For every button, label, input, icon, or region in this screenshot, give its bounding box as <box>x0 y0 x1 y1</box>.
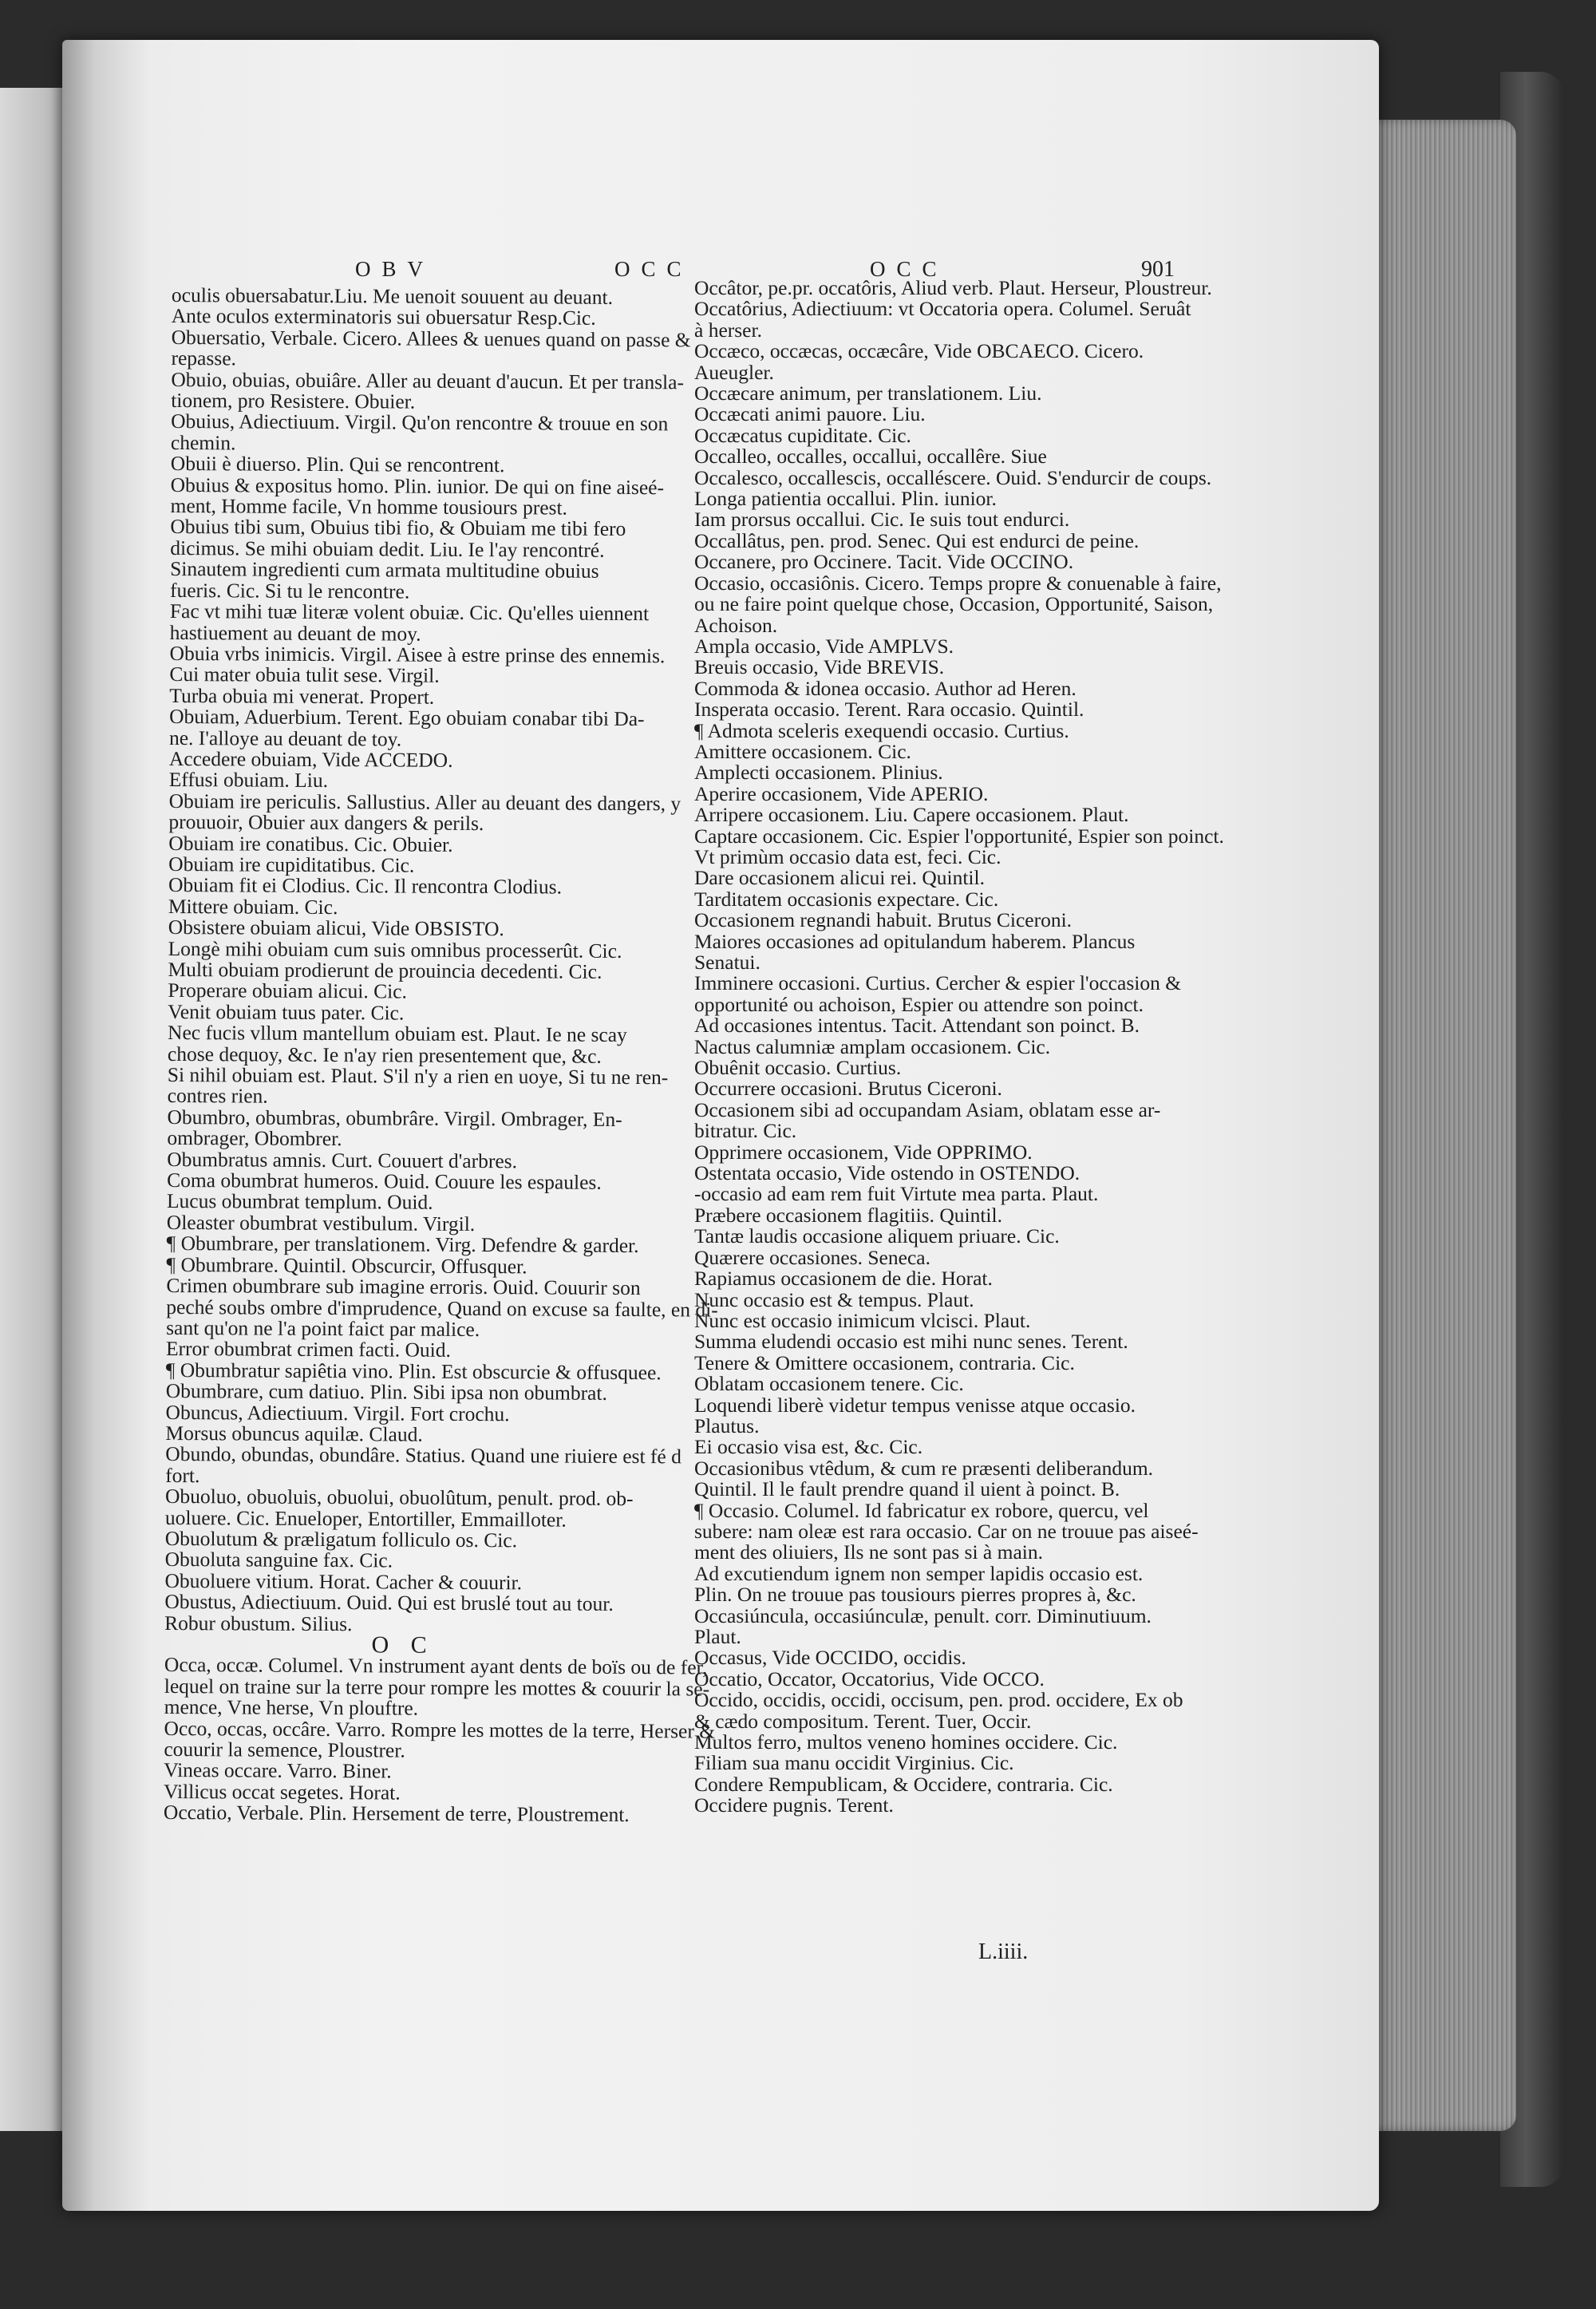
text-line: Ampla occasio, Vide AMPLVS. <box>694 634 954 658</box>
text-line: Breuis occasio, Vide BREVIS. <box>694 655 945 679</box>
left-column <box>163 283 718 1827</box>
text-line: Obsistere obuiam alicui, Vide OBSISTO. <box>168 915 504 941</box>
text-line: Insperata occasio. Terent. Rara occasio. Quintil. <box>694 698 1084 722</box>
text-line: fueris. Cic. Si tu le rencontre. <box>169 578 410 603</box>
text-line: Sinautem ingredienti cum armata multitudine obuius <box>170 557 599 583</box>
text-line: & cædo compositum. Terent. Tuer, Occir. <box>694 1709 1032 1733</box>
text-line: Occæcatus cupiditate. Cic. <box>694 423 911 447</box>
text-line: Ostentata occasio, Vide ostendo in OSTENDO. <box>694 1161 1080 1185</box>
text-line: Oleaster obumbrat vestibulum. Virgil. <box>166 1210 476 1236</box>
text-line: Occasionibus vtêdum, & cum re præsenti deliberandum. <box>694 1456 1154 1480</box>
text-line: Occatio, Occator, Occatorius, Vide OCCO. <box>694 1667 1045 1690</box>
text-line: Obuênit occasio. Curtius. <box>694 1056 902 1080</box>
text-line: Multos ferro, multos veneno homines occidere. Cic. <box>694 1730 1118 1754</box>
text-line: dicimus. Se mihi obuiam dedit. Liu. Ie l'ay rencontré. <box>170 536 605 562</box>
text-line: Occatôrius, Adiectiuum: vt Occatoria opera. Columel. Seruât <box>694 297 1191 321</box>
text-line: Turba obuia mi venerat. Propert. <box>169 683 435 709</box>
text-line: Maiores occasiones ad opitulandum haberem. Plancus <box>694 929 1136 953</box>
text-line: Longa patientia occallui. Plin. iunior. <box>694 487 997 511</box>
text-line: Nunc occasio est & tempus. Plaut. <box>694 1287 974 1311</box>
text-line: Præbere occasionem flagitiis. Quintil. <box>694 1203 1002 1227</box>
text-line: Commoda & idonea occasio. Author ad Heren. <box>694 676 1077 700</box>
text-line: Obuiam ire periculis. Sallustius. Aller au deuant des dangers, y <box>168 789 681 816</box>
text-line: Occæcati animi pauore. Liu. <box>694 402 926 426</box>
text-line: Imminere occasioni. Curtius. Cercher & espier l'occasion & <box>694 971 1182 995</box>
text-line: repasse. <box>171 346 237 370</box>
text-line: Occo, occas, occâre. Varro. Rompre les mottes de la terre, Herser & <box>164 1716 716 1743</box>
text-line: Lucus obumbrat templum. Ouid. <box>166 1189 433 1215</box>
text-line: Tenere & Omittere occasionem, contraria. Cic. <box>694 1350 1075 1374</box>
text-line: Obumbro, obumbras, obumbrâre. Virgil. Ombrager, En- <box>167 1105 622 1131</box>
text-line: Accedere obuiam, Vide ACCEDO. <box>168 746 453 772</box>
text-line: Occurrere occasioni. Brutus Ciceroni. <box>694 1077 1002 1101</box>
text-line: Oblatam occasionem tenere. Cic. <box>694 1372 964 1396</box>
text-line: Occidere pugnis. Terent. <box>694 1793 894 1817</box>
text-line: tionem, pro Resistere. Obuier. <box>171 389 416 413</box>
text-line: Occa, occæ. Columel. Vn instrument ayant dents de boïs ou de fer, <box>164 1653 708 1679</box>
signature-mark: L.iiii. <box>978 1939 1029 1964</box>
text-line: Occasiúncula, occasiúnculæ, penult. corr. Diminutiuum. <box>694 1603 1152 1627</box>
text-line: Cui mater obuia tulit sese. Virgil. <box>169 662 440 688</box>
text-line: Ante oculos exterminatoris sui obuersatur Resp.Cic. <box>171 304 596 330</box>
text-line: O C <box>371 1631 435 1659</box>
text-line: Filiam sua manu occidit Virginius. Cic. <box>694 1751 1014 1775</box>
text-line: Occæco, occæcas, occæcâre, Vide OBCAECO. Cicero. <box>694 339 1144 363</box>
text-line: Quintil. Il le fault prendre quand il uient à poinct. B. <box>694 1477 1120 1501</box>
text-line: Obuii è diuerso. Plin. Qui se rencontrent. <box>170 452 505 477</box>
text-line: mence, Vne herse, Vn plouftre. <box>164 1695 419 1720</box>
text-line: Villicus occat segetes. Horat. <box>164 1779 401 1805</box>
text-line: Obustus, Adiectiuum. Ouid. Qui est bruslé tout au tour. <box>164 1590 614 1616</box>
text-line: fort. <box>165 1463 200 1487</box>
text-line: Ei occasio visa est, &c. Cic. <box>694 1435 923 1459</box>
text-line: Occido, occidis, occidi, occisum, pen. prod. occidere, Ex ob <box>694 1688 1183 1712</box>
text-line: uoluere. Cic. Enueloper, Entortiller, Emmailloter. <box>164 1505 567 1532</box>
text-line: Occalesco, occallescis, occalléscere. Ouid. S'endurcir de coups. <box>694 465 1212 489</box>
text-line: ¶ Obumbratur sapiêtia vino. Plin. Est obscurcie & offusquee. <box>165 1358 662 1384</box>
text-line: Obuoluere vitium. Horat. Cacher & couurir. <box>164 1568 523 1595</box>
page-number: 901 <box>1141 257 1175 282</box>
text-line: Tarditatem occasionis expectare. Cic. <box>694 887 999 911</box>
text-line: Obuius & expositus homo. Plin. iunior. De qui on fine aiseé- <box>170 472 665 499</box>
text-line: Fac vt mihi tuæ literæ volent obuiæ. Cic. Qu'elles uiennent <box>169 599 650 626</box>
text-line: hastiuement au deuant de moy. <box>169 620 421 646</box>
text-line: ombrager, Obombrer. <box>167 1126 342 1151</box>
header-right: OCC <box>870 257 948 281</box>
text-line: ¶ Occasio. Columel. Id fabricatur ex robore, quercu, vel <box>694 1498 1149 1522</box>
text-line: Vineas occare. Varro. Biner. <box>164 1758 392 1783</box>
text-line: Obumbrare, cum datiuo. Plin. Sibi ipsa non obumbrat. <box>165 1379 607 1406</box>
text-line: ment, Homme facile, Vn homme tousiours prest. <box>170 494 568 520</box>
text-line: Ad excutiendum ignem non semper lapidis occasio est. <box>694 1561 1144 1585</box>
text-line: ment des oliuiers, Ils ne sont pas si à main. <box>694 1540 1043 1564</box>
text-line: chemin. <box>170 430 236 455</box>
text-line: lequel on traine sur la terre pour rompre les mottes & couurir la se- <box>164 1674 710 1701</box>
text-line: Effusi obuiam. Liu. <box>168 768 329 793</box>
text-line: sant qu'on ne l'a point faict par malice. <box>166 1315 480 1341</box>
text-line: Occalleo, occalles, occallui, occallêre. Siue <box>694 445 1047 469</box>
text-line: Occallâtus, pen. prod. Senec. Qui est endurci de peine. <box>694 528 1140 552</box>
text-line: ou ne faire point quelque chose, Occasion, Opportunité, Saison, <box>694 592 1214 616</box>
text-line: Occasus, Vide OCCIDO, occidis. <box>694 1646 966 1670</box>
text-line: Properare obuiam alicui. Cic. <box>168 979 407 1003</box>
text-line: ¶ Obumbrare. Quintil. Obscurcir, Offusquer. <box>166 1252 527 1279</box>
text-line: Crimen obumbrare sub imagine erroris. Ouid. Couurir son <box>166 1274 641 1300</box>
text-line: à herser. <box>694 318 762 342</box>
page-fore-edge <box>1365 120 1516 2131</box>
text-line: Nunc est occasio inimicum vlcisci. Plaut. <box>694 1308 1031 1332</box>
text-line: oculis obuersabatur.Liu. Me uenoit souuent au deuant. <box>171 283 614 309</box>
text-line: Vt primùm occasio data est, feci. Cic. <box>694 844 1001 868</box>
text-line: Occasio, occasiônis. Cicero. Temps propre & conuenable à faire, <box>694 571 1222 595</box>
text-line: Obuiam ire conatibus. Cic. Obuier. <box>168 831 453 856</box>
text-line: Nec fucis vllum mantellum obuiam est. Plaut. Ie ne scay <box>168 1021 627 1047</box>
text-line: Nactus calumniæ amplam occasionem. Cic. <box>694 1034 1051 1058</box>
text-line: chose dequoy, &c. Ie n'ay rien presentement que, &c. <box>167 1042 602 1068</box>
text-line: Occâtor, pe.pr. occatôris, Aliud verb. Plaut. Herseur, Ploustreur. <box>694 276 1212 299</box>
text-line: prouuoir, Obuier aux dangers & perils. <box>168 810 484 836</box>
text-line: Occasionem sibi ad occupandam Asiam, oblatam esse ar- <box>694 1097 1161 1121</box>
right-column <box>694 276 1224 1817</box>
text-line: Tantæ laudis occasione aliquem priuare. Cic. <box>694 1224 1060 1248</box>
text-line: Plin. On ne trouue pas tousiours pierres propres à, &c. <box>694 1583 1136 1607</box>
text-line: Plautus. <box>694 1413 760 1437</box>
text-line: peché soubs ombre d'imprudence, Quand on excuse sa faulte, en di- <box>166 1295 718 1322</box>
text-line: Si nihil obuiam est. Plaut. S'il n'y a rien en uoye, Si tu ne ren- <box>167 1063 669 1089</box>
text-line: opportunité ou achoison, Espier ou attendre son poinct. <box>694 992 1144 1016</box>
text-line: Obuiam ire cupiditatibus. Cic. <box>168 852 415 877</box>
text-line: Occatio, Verbale. Plin. Hersement de terre, Ploustrement. <box>163 1801 630 1827</box>
text-line: Morsus obuncus aquilæ. Claud. <box>165 1421 423 1446</box>
text-line: Obundo, obundas, obundâre. Statius. Quand une riuiere est fé d <box>165 1442 681 1469</box>
text-line: Obuius, Adiectiuum. Virgil. Qu'on rencontre & trouue en son <box>171 409 669 436</box>
text-line: Obuia vrbs inimicis. Virgil. Aisee à estre prinse des ennemis. <box>169 641 666 668</box>
text-line: Obuncus, Adiectiuum. Virgil. Fort crochu. <box>165 1400 510 1425</box>
text-line: ne. I'alloye au deuant de toy. <box>168 726 402 751</box>
text-line: Obuius tibi sum, Obuius tibi fio, & Obuiam me tibi fero <box>170 515 626 541</box>
text-line: Obuoluta sanguine fax. Cic. <box>164 1548 393 1572</box>
text-line: Obuiam, Aduerbium. Terent. Ego obuiam conabar tibi Da- <box>169 705 645 731</box>
text-line: ¶ Admota sceleris exequendi occasio. Curtius. <box>694 718 1069 742</box>
text-line: Obuoluo, obuoluis, obuolui, obuolûtum, penult. prod. ob- <box>164 1485 634 1511</box>
text-line: Plaut. <box>694 1625 741 1648</box>
text-line: Aueugler. <box>694 360 774 384</box>
text-line: Quærere occasiones. Seneca. <box>694 1245 930 1269</box>
text-line: Obuio, obuias, obuiâre. Aller au deuant d'aucun. Et per transla- <box>171 367 685 393</box>
text-line: Captare occasionem. Cic. Espier l'opportunité, Espier son poinct. <box>694 824 1224 848</box>
text-line: Iam prorsus occallui. Cic. Ie suis tout endurci. <box>694 508 1070 532</box>
text-line: Obuiam fit ei Clodius. Cic. Il rencontra Clodius. <box>168 873 563 899</box>
text-line: Robur obustum. Silius. <box>164 1611 353 1635</box>
text-line: Summa eludendi occasio est mihi nunc senes. Terent. <box>694 1330 1128 1354</box>
text-line: Occasionem regnandi habuit. Brutus Ciceroni. <box>694 908 1073 932</box>
text-line: ¶ Obumbrare, per translationem. Virg. Defendre & garder. <box>166 1232 639 1258</box>
text-line: Error obumbrat crimen facti. Ouid. <box>165 1337 451 1362</box>
header-left: OBV <box>355 257 435 281</box>
text-line: Ad occasiones intentus. Tacit. Attendant son poinct. B. <box>694 1014 1140 1038</box>
text-line: -occasio ad eam rem fuit Virtute mea parta. Plaut. <box>694 1182 1099 1206</box>
text-line: Aperire occasionem, Vide APERIO. <box>694 781 989 805</box>
text-line: Arripere occasionem. Liu. Capere occasionem. Plaut. <box>694 803 1129 827</box>
text-line: Multi obuiam prodierunt de prouincia decedenti. Cic. <box>168 957 602 983</box>
text-line: bitratur. Cic. <box>694 1119 797 1143</box>
text-line: Rapiamus occasionem de die. Horat. <box>694 1267 993 1291</box>
text-line: Mittere obuiam. Cic. <box>168 894 338 919</box>
text-line: Longè mihi obuiam cum suis omnibus processerût. Cic. <box>168 936 622 963</box>
text-line: Opprimere occasionem, Vide OPPRIMO. <box>694 1140 1033 1164</box>
left-page-edge <box>0 88 72 2131</box>
text-line: Occæcare animum, per translationem. Liu. <box>694 382 1042 405</box>
text-line: Amittere occasionem. Cic. <box>694 739 911 763</box>
text-line: Occanere, pro Occinere. Tacit. Vide OCCINO. <box>694 550 1074 574</box>
text-line: couurir la semence, Ploustrer. <box>164 1738 405 1762</box>
text-line: Senatui. <box>694 951 760 974</box>
text-line: contres rien. <box>167 1084 268 1109</box>
text-line: subere: nam oleæ est rara occasio. Car on ne trouue pas aiseé- <box>694 1519 1199 1543</box>
text-line: Obumbratus amnis. Curt. Couuert d'arbres. <box>167 1147 518 1172</box>
text-line: Coma obumbrat humeros. Ouid. Couure les espaules. <box>167 1168 602 1194</box>
text-line: Venit obuiam tuus pater. Cic. <box>168 999 405 1025</box>
text-line: Obuersatio, Verbale. Cicero. Allees & uenues quand on passe & <box>171 325 691 352</box>
text-line: Obuolutum & præligatum folliculo os. Cic. <box>164 1526 518 1552</box>
text-line: Loquendi liberè videtur tempus venisse atque occasio. <box>694 1393 1136 1417</box>
text-line: Achoison. <box>694 613 778 637</box>
header-center: OCC <box>614 257 693 281</box>
text-line: Amplecti occasionem. Plinius. <box>694 761 943 785</box>
text-line: Condere Rempublicam, & Occidere, contraria. Cic. <box>694 1772 1113 1796</box>
text-line: Dare occasionem alicui rei. Quintil. <box>694 866 985 890</box>
